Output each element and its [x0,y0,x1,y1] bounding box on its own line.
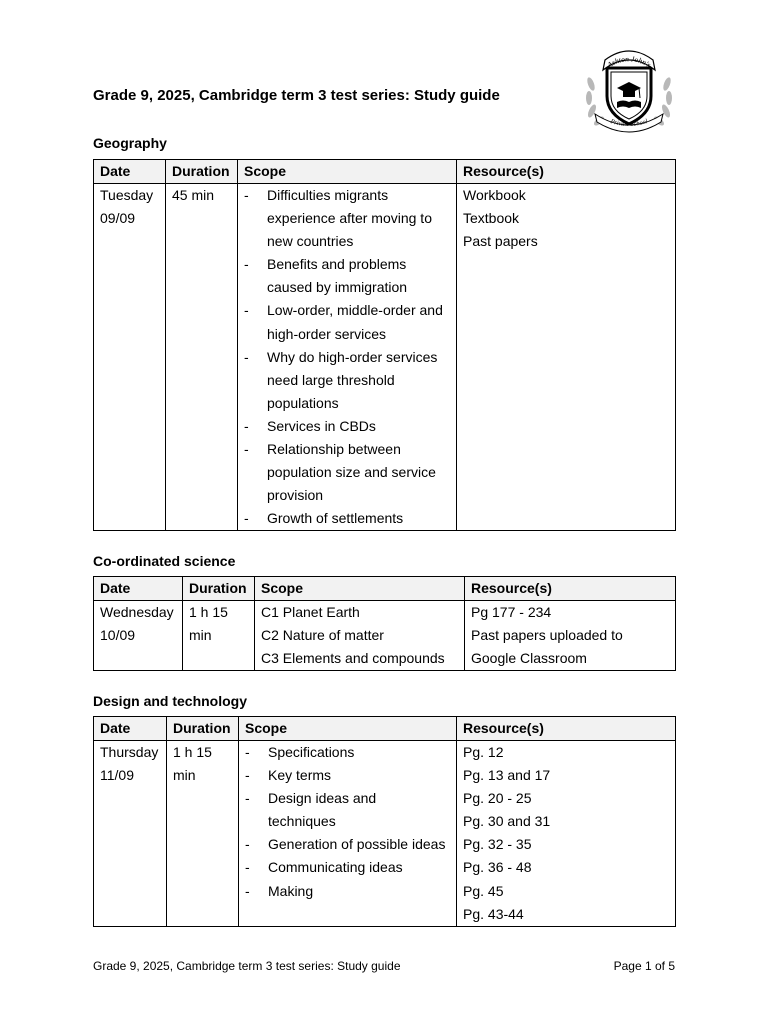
resources-cell [457,184,676,531]
resource-item: Pg. 32 - 35 [463,836,532,853]
design-table [93,716,676,927]
scope-item: - Design ideas and techniques [245,790,377,830]
table-row [94,741,676,927]
date-day: Thursday [100,744,159,760]
duration-value: 45 min [172,187,215,203]
table-header-row [94,577,676,601]
duration-value: 1 h 15 [173,744,212,760]
scope-item: - Difficulties migrants experience after moving to new countries [244,187,432,250]
science-table [93,576,676,671]
scope-item: - Generation of possible ideas [245,836,446,853]
scope-item: - Specifications [245,744,355,760]
date-value: 09/09 [100,210,136,227]
scope-item: C3 Elements and compounds [261,650,445,667]
resource-item: Past papers [463,233,538,250]
date-cell [94,184,166,531]
scope-item: - Benefits and problems caused by immigration [244,256,408,296]
crest-bottom-text: Private School [609,118,649,129]
scope-item: - Low-order, middle-order and high-order services [244,302,443,342]
resources-cell [465,601,676,671]
resource-item: Pg. 43-44 [463,905,524,922]
date-day: Tuesday [100,187,154,203]
date-cell [94,601,183,671]
scope-item: C1 Planet Earth [261,604,360,620]
header-resources: Resource(s) [457,160,676,184]
resource-item: Pg 177 - 234 [471,604,552,620]
header-scope: Scope [255,577,465,601]
resource-item: Pg. 36 - 48 [463,859,532,876]
scope-item: C2 Nature of matter [261,627,384,644]
scope-item: - Growth of settlements [244,510,404,527]
header-scope: Scope [238,160,457,184]
resource-item: Pg. 13 and 17 [463,767,551,784]
scope-item: - Why do high-order services need large threshold populations [244,348,438,411]
section-heading-design: Design and technology [93,693,248,709]
page-number: Page 1 of 5 [613,959,675,973]
resources-cell [457,741,676,927]
scope-item: - Making [245,882,314,899]
scope-item: - Services in CBDs [244,417,376,434]
resource-item: Google Classroom [471,650,587,667]
geography-table [93,159,676,531]
table-row [94,184,676,531]
header-date: Date [94,717,167,741]
scope-item: - Key terms [245,767,332,784]
resource-item: Pg. 30 and 31 [463,813,551,830]
duration-cell [167,741,239,927]
table-row [94,601,676,671]
table-header-row [94,717,676,741]
duration-cell [183,601,255,671]
header-scope: Scope [239,717,457,741]
header-date: Date [94,577,183,601]
date-cell [94,741,167,927]
footer-title: Grade 9, 2025, Cambridge term 3 test series: Study guide [93,959,401,973]
resource-item: Pg. 20 - 25 [463,790,532,807]
resource-item: Past papers uploaded to [471,627,623,644]
date-day: Wednesday [100,604,174,620]
scope-item: - Relationship between population size and service provision [244,441,436,504]
section-heading-science: Co-ordinated science [93,553,236,569]
resource-item: Pg. 45 [463,882,504,899]
scope-item: - Communicating ideas [245,859,403,876]
resource-item: Workbook [463,187,526,203]
section-heading-geography: Geography [93,135,167,151]
scope-cell [239,741,457,927]
resource-item: Pg. 12 [463,744,504,760]
scope-cell [238,184,457,531]
crest-top-text: Ashton John's [605,54,653,70]
duration-value: 1 h 15 [189,604,228,620]
duration-unit: min [189,627,212,644]
header-duration: Duration [167,717,239,741]
header-date: Date [94,160,166,184]
duration-cell [166,184,238,531]
date-value: 11/09 [100,767,134,784]
duration-unit: min [173,767,196,784]
table-header-row [94,160,676,184]
header-resources: Resource(s) [457,717,676,741]
scope-cell [255,601,465,671]
date-value: 10/09 [100,627,136,644]
header-duration: Duration [166,160,238,184]
document-title: Grade 9, 2025, Cambridge term 3 test series: Study guide [93,87,500,104]
resource-item: Textbook [463,210,520,227]
header-resources: Resource(s) [465,577,676,601]
header-duration: Duration [183,577,255,601]
school-crest-logo [583,48,675,136]
